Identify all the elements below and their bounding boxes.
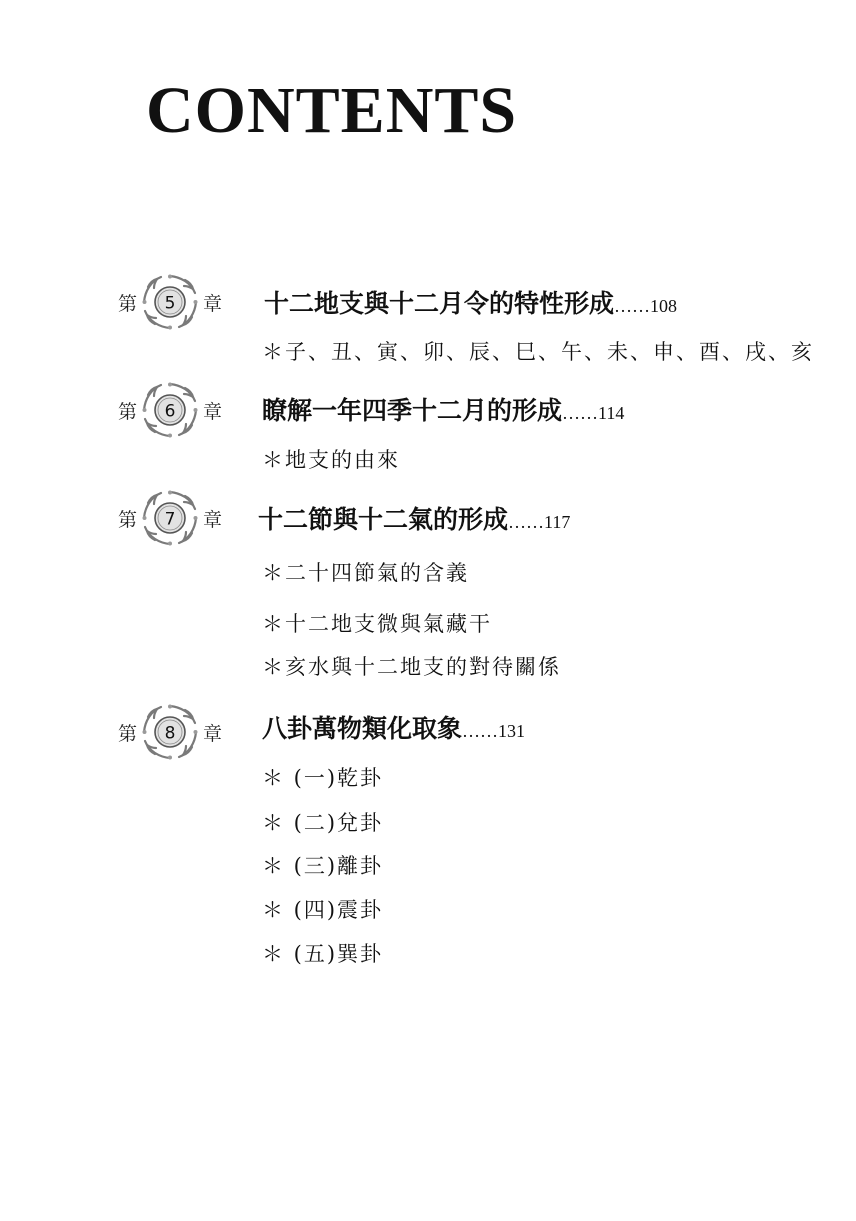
page-number: 114 (598, 403, 625, 423)
chapter-8-subitem-5: ＊ (五)巽卦 (262, 942, 384, 966)
chapter-7-subitem-2: ＊十二地支微與氣藏干 (262, 612, 492, 636)
page-number: 117 (544, 512, 571, 532)
chapter-5-label (118, 273, 222, 331)
page-title: CONTENTS (146, 74, 518, 147)
chapter-6-title-line[interactable] (262, 398, 624, 423)
leader-dots: …… (508, 512, 545, 532)
chapter-prefix: 第 (118, 400, 138, 423)
chapter-7-subitem-3: ＊亥水與十二地支的對待關係 (262, 655, 561, 679)
chapter-suffix: 章 (203, 722, 223, 745)
chapter-7-subitem-1: ＊二十四節氣的含義 (262, 561, 469, 585)
chapter-number: 7 (164, 509, 176, 530)
chapter-7-title-line[interactable] (258, 507, 570, 532)
chapter-7-label (118, 489, 222, 547)
chapter-number-badge-icon (141, 381, 199, 439)
chapter-number-badge-icon (141, 273, 199, 331)
chapter-6-subitem-1: ＊地支的由來 (262, 448, 400, 472)
leader-dots: …… (614, 296, 651, 316)
chapter-number: 8 (164, 723, 176, 744)
chapter-8-subitem-3: ＊ (三)離卦 (262, 854, 384, 878)
chapter-suffix: 章 (203, 508, 223, 531)
chapter-suffix: 章 (203, 400, 223, 423)
chapter-title: 十二節與十二氣的形成 (258, 505, 509, 534)
chapter-title: 瞭解一年四季十二月的形成 (262, 396, 563, 425)
chapter-number-badge-icon (141, 703, 199, 761)
chapter-number-badge-icon (141, 489, 199, 547)
chapter-6-label (118, 381, 222, 439)
chapter-prefix: 第 (118, 722, 138, 745)
chapter-prefix: 第 (118, 292, 138, 315)
chapter-8-title-line[interactable] (262, 716, 525, 741)
chapter-number: 5 (164, 293, 176, 314)
chapter-number: 6 (164, 401, 176, 422)
chapter-8-subitem-2: ＊ (二)兌卦 (262, 811, 384, 835)
chapter-5-title-line[interactable] (264, 291, 677, 316)
page-number: 108 (650, 296, 678, 316)
chapter-title: 八卦萬物類化取象 (262, 714, 463, 743)
leader-dots: …… (562, 403, 599, 423)
chapter-8-label (118, 703, 222, 761)
chapter-prefix: 第 (118, 508, 138, 531)
chapter-8-subitem-4: ＊ (四)震卦 (262, 898, 384, 922)
chapter-title: 十二地支與十二月令的特性形成 (264, 289, 615, 318)
chapter-suffix: 章 (203, 292, 223, 315)
leader-dots: …… (462, 721, 499, 741)
page-number: 131 (498, 721, 526, 741)
chapter-5-subitem-1: ＊子、丑、寅、卯、辰、巳、午、未、申、酉、戌、亥 (262, 340, 814, 364)
chapter-8-subitem-1: ＊ (一)乾卦 (262, 766, 384, 790)
